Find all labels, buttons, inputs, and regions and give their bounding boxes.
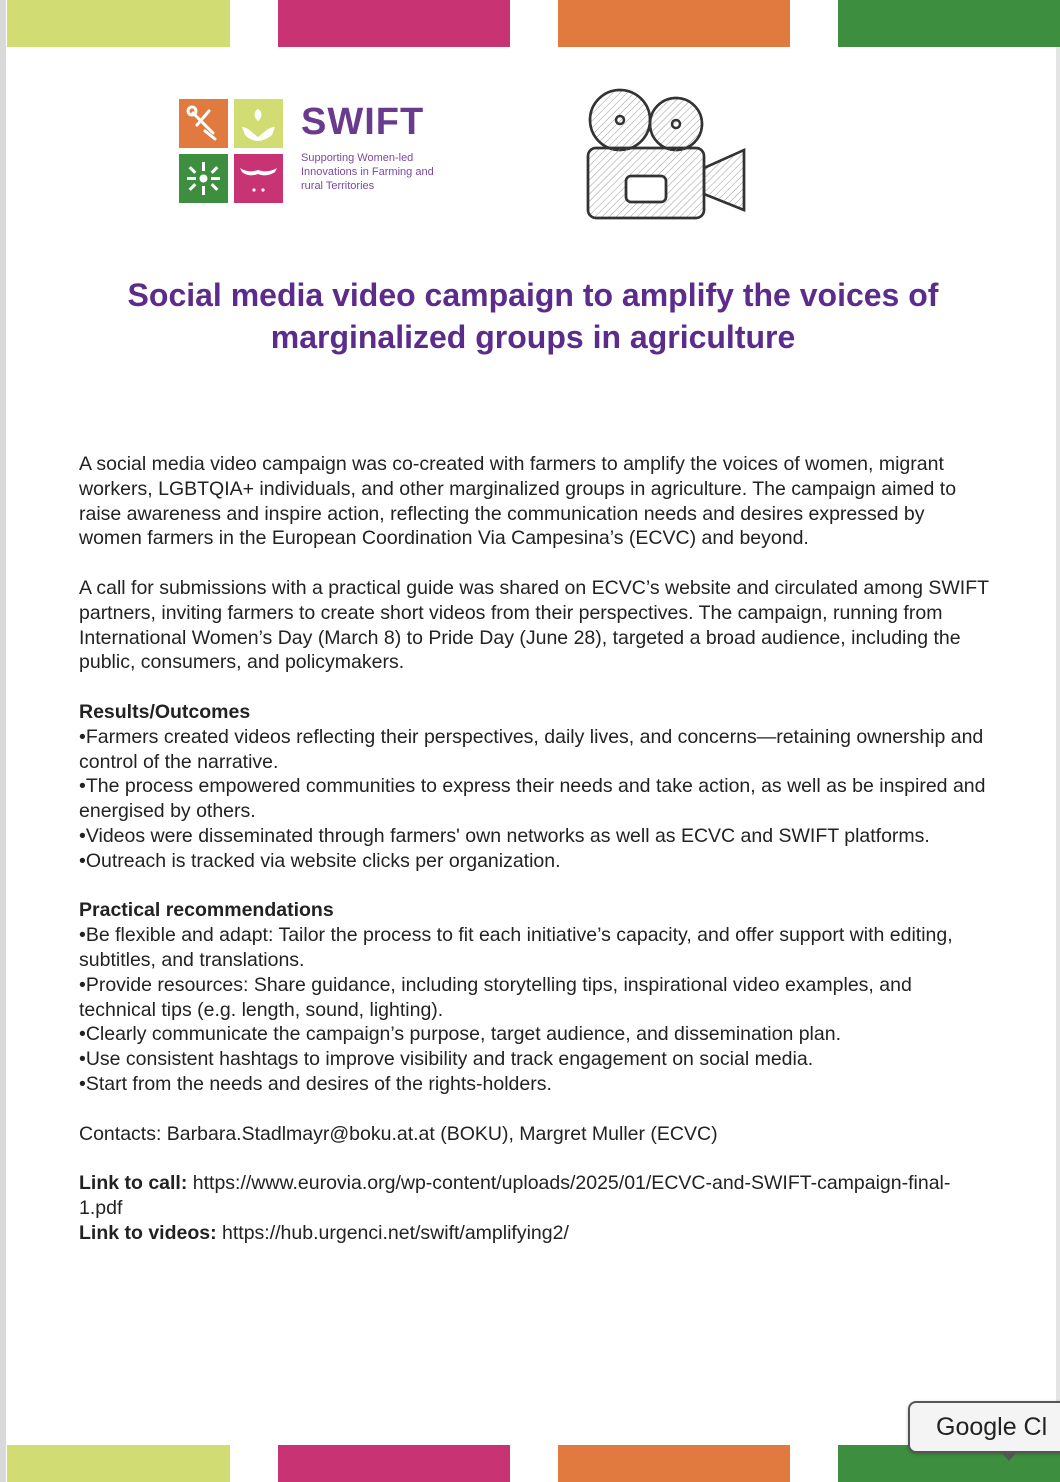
hands-plant-icon [234,99,283,148]
video-camera-icon [584,86,748,222]
page-title: Social media video campaign to amplify the voices of marginalized groups in agriculture [127,277,939,355]
top-color-bar-magenta [278,0,510,47]
bottom-color-bar-lime [7,1445,230,1482]
tools-icon [179,99,228,148]
flower-icon [179,154,228,203]
bottom-color-bar-orange [558,1445,790,1482]
results-item: •Outreach is tracked via website clicks per organization. [79,849,561,872]
results-heading: Results/Outcomes [79,700,251,723]
call-link-line [79,1171,989,1221]
tooltip-pointer [1000,1451,1018,1461]
brand-tagline: Supporting Women-led Innovations in Farming and rural Territories [301,152,434,192]
recommendation-item: •Provide resources: Share guidance, including storytelling tips, inspirational video examples, and technical tips (e.g. length, sound, lighting). [79,973,912,1021]
top-color-bar-green [838,0,1060,47]
results-item: •The process empowered communities to express their needs and take action, as well as be inspired and energised by others. [79,775,986,823]
brand-name: SWIFT [301,101,425,143]
call-link-label: Link to call: [79,1172,188,1195]
videos-link-url[interactable]: https://hub.urgenci.net/swift/amplifying2/ [222,1221,569,1244]
top-color-bar-lime [7,0,230,47]
videos-link-line [79,1221,989,1246]
recommendation-item: •Start from the needs and desires of the rights-holders. [79,1072,552,1095]
recommendation-item: •Be flexible and adapt: Tailor the process to fit each initiative’s capacity, and offer support with editing, subtitles, and translations. [79,924,953,971]
top-color-bar-orange [558,0,790,47]
google-tooltip[interactable]: Google Cl [908,1401,1060,1453]
page-edge-right [1056,0,1060,1482]
results-item: •Videos were disseminated through farmers' own networks as well as ECVC and SWIFT platforms. [79,824,930,847]
results-item: •Farmers created videos reflecting their perspectives, daily lives, and concerns—retaining ownership and control of the narrative. [79,725,984,773]
animal-face-icon [234,154,283,203]
recommendation-item: •Clearly communicate the campaign’s purpose, target audience, and dissemination plan. [79,1023,841,1046]
videos-link-label: Link to videos: [79,1221,217,1244]
intro-paragraph-2: A call for submissions with a practical guide was shared on ECVC’s website and circulated among SWIFT partners, inviting farmers to create short videos from their perspectives. The campaign, running from International Women’s Day (March 8) to Pride Day (June 28), targeted a broad audience, including the public, consumers, and policymakers. [79,576,989,674]
contacts-line: Contacts: Barbara.Stadlmayr@boku.at.at (BOKU), Margret Muller (ECVC) [79,1122,718,1145]
bottom-color-bar-magenta [278,1445,510,1482]
intro-paragraph-1: A social media video campaign was co-created with farmers to amplify the voices of women, migrant workers, LGBTQIA+ individuals, and other marginalized groups in agriculture. The campaign aimed to raise awareness and inspire action, reflecting the communication needs and desires expressed by women farmers in the European Coordination Via Campesina’s (ECVC) and beyond. [79,453,957,550]
page-edge-left [0,0,6,1482]
document-body [79,452,989,1246]
call-link-url[interactable]: https://www.eurovia.org/wp-content/uploads/2025/01/ECVC-and-SWIFT-campaign-final-1.pdf [79,1172,951,1219]
recommendation-item: •Use consistent hashtags to improve visibility and track engagement on social media. [79,1048,814,1071]
recommendations-heading: Practical recommendations [79,899,334,922]
